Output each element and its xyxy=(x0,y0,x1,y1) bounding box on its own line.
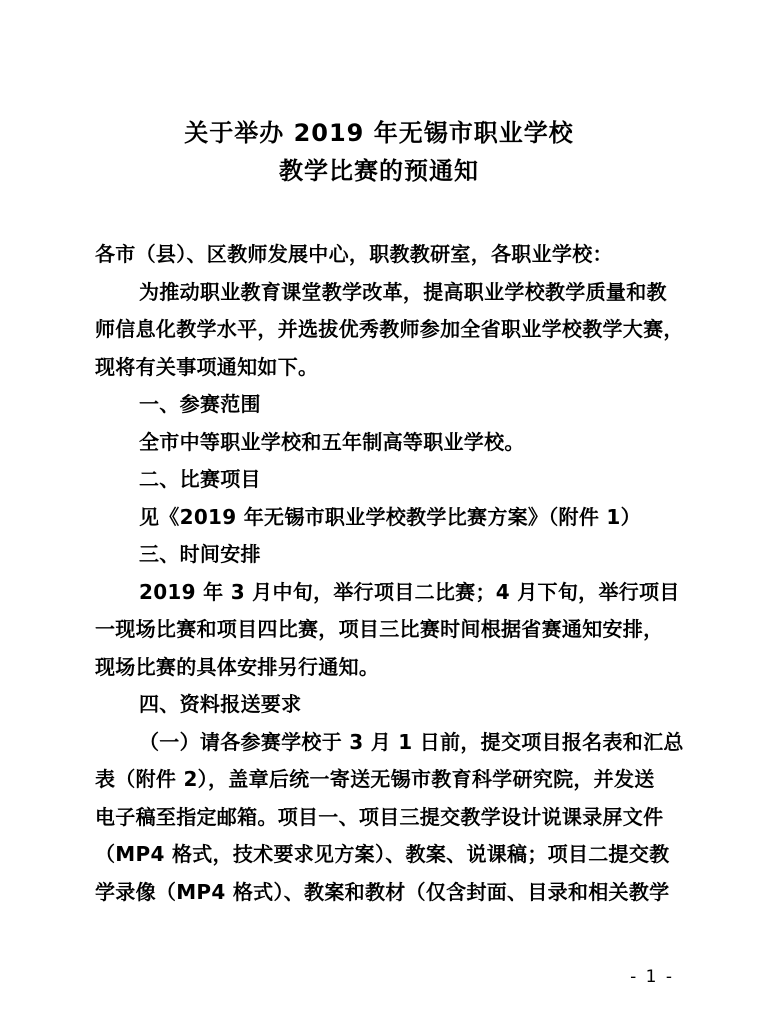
body-line-intro-2: 师信息化教学水平，并选拔优秀教师参加全省职业学校教学大赛， xyxy=(95,317,684,341)
title-line-2: 教学比赛的预通知 xyxy=(279,157,479,185)
body-line-section3-2: 一现场比赛和项目四比赛，项目三比赛时间根据省赛通知安排， xyxy=(95,617,664,641)
body-line-salutation: 各市（县）、区教师发展中心，职教教研室，各职业学校： xyxy=(95,242,613,266)
document-body xyxy=(95,236,684,911)
body-line-section4-3: 电子稿至指定邮箱。项目一、项目三提交教学设计说课录屏文件 xyxy=(95,804,664,829)
body-line-heading-3: 三、时间安排 xyxy=(139,542,261,566)
body-line-section2: 见《2019 年无锡市职业学校教学比赛方案》（附件 1） xyxy=(139,504,641,529)
page-number: - 1 - xyxy=(630,967,674,987)
body-line-intro-3: 现将有关事项通知如下。 xyxy=(95,354,319,379)
title-line-1: 关于举办 2019 年无锡市职业学校 xyxy=(184,119,574,147)
body-line-intro-1: 为推动职业教育课堂教学改革，提高职业学校教学质量和教 xyxy=(139,279,667,304)
body-line-heading-4: 四、资料报送要求 xyxy=(139,692,302,716)
body-line-section4-5: 学录像（MP4 格式）、教案和教材（仅含封面、目录和相关教学 xyxy=(95,879,670,904)
body-line-section4-2: 表（附件 2），盖章后统一寄送无锡市教育科学研究院，并发送 xyxy=(95,767,655,791)
body-line-section4-4: （MP4 格式，技术要求见方案）、教案、说课稿；项目二提交教 xyxy=(95,842,670,866)
body-line-heading-2: 二、比赛项目 xyxy=(139,467,261,491)
body-line-heading-1: 一、参赛范围 xyxy=(139,392,261,416)
body-line-section4-1: （一）请各参赛学校于 3 月 1 日前，提交项目报名表和汇总 xyxy=(139,729,684,754)
body-line-section3-1: 2019 年 3 月中旬，举行项目二比赛；4 月下旬，举行项目 xyxy=(139,579,680,604)
body-line-section3-3: 现场比赛的具体安排另行通知。 xyxy=(95,654,380,679)
body-line-section1: 全市中等职业学校和五年制高等职业学校。 xyxy=(139,429,525,454)
document-title xyxy=(0,114,758,190)
